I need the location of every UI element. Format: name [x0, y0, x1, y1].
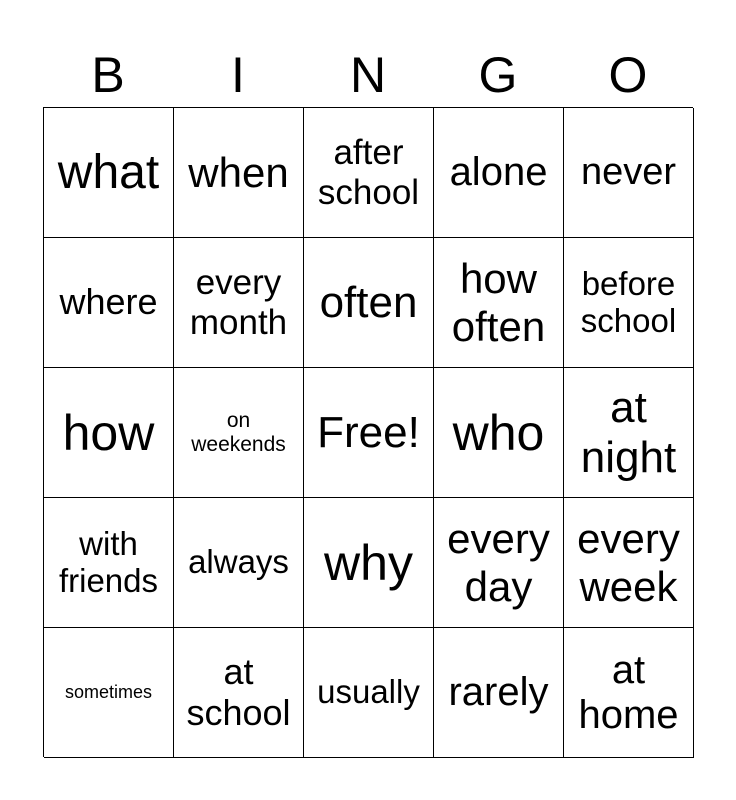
bingo-cell[interactable]: every week: [564, 498, 694, 628]
bingo-cell[interactable]: at school: [174, 628, 304, 758]
bingo-cell[interactable]: before school: [564, 238, 694, 368]
bingo-cell[interactable]: every month: [174, 238, 304, 368]
bingo-cell[interactable]: on weekends: [174, 368, 304, 498]
bingo-cell[interactable]: often: [304, 238, 434, 368]
bingo-cell[interactable]: who: [434, 368, 564, 498]
bingo-cell[interactable]: usually: [304, 628, 434, 758]
header-letter-o: O: [608, 47, 648, 103]
bingo-cell[interactable]: where: [44, 238, 174, 368]
bingo-grid: [43, 107, 693, 757]
bingo-cell[interactable]: why: [304, 498, 434, 628]
bingo-cell[interactable]: at home: [564, 628, 694, 758]
header-letter-i: I: [231, 47, 245, 103]
bingo-cell[interactable]: rarely: [434, 628, 564, 758]
bingo-cell[interactable]: after school: [304, 108, 434, 238]
bingo-header: [43, 44, 693, 106]
bingo-cell[interactable]: Free!: [304, 368, 434, 498]
bingo-cell[interactable]: how: [44, 368, 174, 498]
bingo-cell[interactable]: with friends: [44, 498, 174, 628]
bingo-cell[interactable]: when: [174, 108, 304, 238]
bingo-cell[interactable]: never: [564, 108, 694, 238]
bingo-cell[interactable]: what: [44, 108, 174, 238]
bingo-cell[interactable]: always: [174, 498, 304, 628]
header-letter-g: G: [478, 47, 518, 103]
bingo-cell[interactable]: alone: [434, 108, 564, 238]
header-letter-n: N: [349, 47, 387, 103]
bingo-cell[interactable]: at night: [564, 368, 694, 498]
bingo-cell[interactable]: sometimes: [44, 628, 174, 758]
header-letter-b: B: [91, 47, 125, 103]
bingo-cell[interactable]: how often: [434, 238, 564, 368]
bingo-cell[interactable]: every day: [434, 498, 564, 628]
